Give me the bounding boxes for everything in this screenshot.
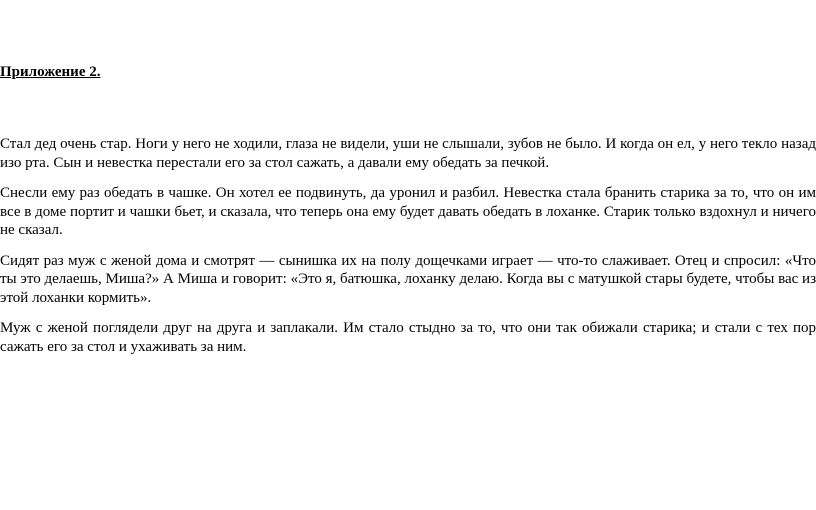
paragraph-4: Муж с женой поглядели друг на друга и заплакали. Им стало стыдно за то, что они так обижали старика; и стали с тех пор сажать его за стол и ухаживать за ним. — [0, 320, 816, 355]
paragraph-2: Снесли ему раз обедать в чашке. Он хотел ее подвинуть, да уронил и разбил. Невестка стала бранить старика за то, что он им все в доме портит и чашки бьет, и сказала, что теперь она ему будет давать обедать в лоханке. Старик только вздохнул и ничего не сказал. — [0, 185, 816, 238]
story-text — [0, 135, 816, 368]
paragraph-3: Сидят раз муж с женой дома и смотрят — сынишка их на полу дощечками играет — что-то слаживает. Отец и спросил: «Что ты это делаешь, Миша?» А Миша и говорит: «Это я, батюшка, лоханку делаю. Когда вы с матушкой стары будете, чтобы вас из этой лоханки кормить». — [0, 252, 816, 306]
appendix-heading: Приложение 2. — [0, 64, 101, 80]
paragraph-1: Стал дед очень стар. Ноги у него не ходили, глаза не видели, уши не слышали, зубов не было. И когда он ел, у него текло назад изо рта. Сын и невестка перестали его за стол сажать, а давали ему обедать за печкой. — [0, 136, 816, 171]
